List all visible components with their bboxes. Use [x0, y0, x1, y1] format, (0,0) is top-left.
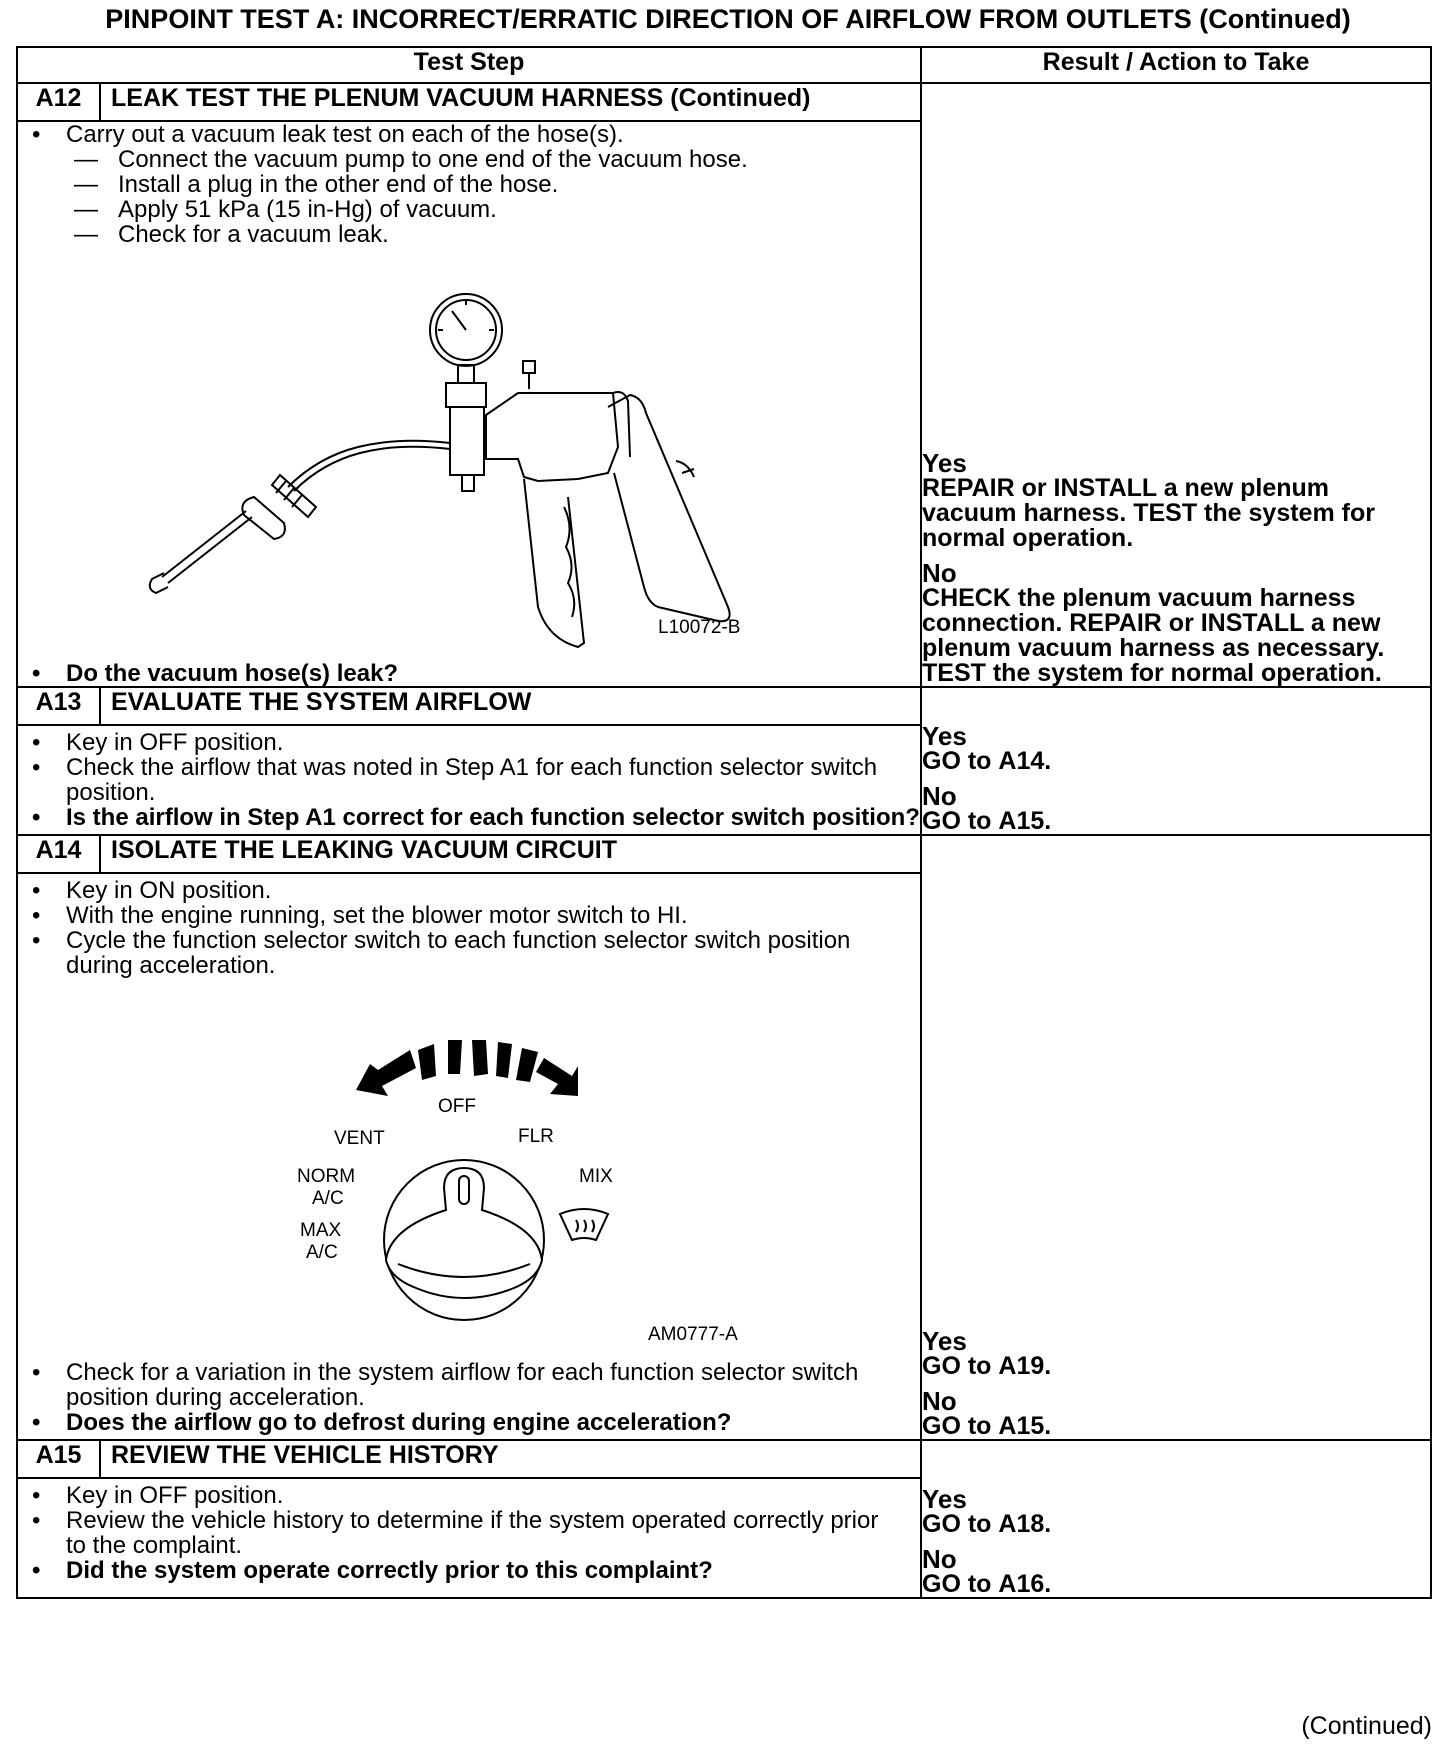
switch-label-vent: VENT — [334, 1128, 385, 1149]
switch-label-norm: NORM — [297, 1166, 356, 1187]
list-item: • Is the airflow in Step A1 correct for each function selector switch position? — [32, 804, 920, 831]
vacuum-pump-figure — [18, 247, 920, 661]
function-selector-illustration — [18, 978, 818, 1360]
switch-label-flr: FLR — [518, 1126, 554, 1147]
yes-action: GO to A14. — [922, 747, 1052, 775]
header-test-step: Test Step — [17, 47, 921, 83]
list-item: • Check the airflow that was noted in Step A1 for each function selector switch position. — [32, 754, 878, 806]
yes-action: GO to A19. — [922, 1352, 1052, 1380]
continued-note: (Continued) — [1301, 1712, 1432, 1740]
step-a12-result — [921, 83, 1431, 687]
list-item: — Check for a vacuum leak. — [74, 221, 389, 248]
list-item: • With the engine running, set the blower motor switch to HI. — [32, 902, 688, 929]
switch-label-off: OFF — [438, 1096, 476, 1117]
step-a12-body — [17, 121, 921, 687]
step-a14-result — [921, 835, 1431, 1440]
step-a15-header — [17, 1440, 1431, 1478]
function-selector-figure — [18, 978, 920, 1360]
list-item: • Cycle the function selector switch to each function selector switch position during acceleration. — [32, 927, 851, 979]
step-title: EVALUATE THE SYSTEM AIRFLOW — [100, 687, 921, 725]
list-item: • Review the vehicle history to determine if the system operated correctly prior to the complaint. — [32, 1507, 879, 1559]
step-a15-result — [921, 1440, 1431, 1598]
switch-label-mix: MIX — [579, 1166, 613, 1187]
step-a13-header — [17, 687, 1431, 725]
table-header-row — [17, 47, 1431, 83]
step-number: A15 — [17, 1440, 100, 1478]
yes-action: REPAIR or INSTALL a new plenum vacuum harness. TEST the system for normal operation. — [922, 474, 1375, 552]
step-a14-header — [17, 835, 1431, 873]
switch-label-max-ac: A/C — [306, 1242, 338, 1263]
step-title: ISOLATE THE LEAKING VACUUM CIRCUIT — [100, 835, 921, 873]
yes-label: Yes — [922, 721, 967, 751]
no-label: No — [922, 558, 957, 588]
step-number: A12 — [17, 83, 100, 121]
step-title: REVIEW THE VEHICLE HISTORY — [100, 1440, 921, 1478]
yes-label: Yes — [922, 1484, 967, 1514]
list-item: • Does the airflow go to defrost during engine acceleration? — [32, 1409, 732, 1436]
no-action: GO to A16. — [922, 1570, 1052, 1598]
list-item: — Apply 51 kPa (15 in-Hg) of vacuum. — [74, 196, 497, 223]
step-number: A13 — [17, 687, 100, 725]
pinpoint-test-table — [16, 46, 1432, 1599]
list-item: • Key in OFF position. — [32, 1482, 284, 1509]
list-item: • Key in ON position. — [32, 877, 272, 904]
yes-action: GO to A18. — [922, 1510, 1052, 1538]
list-item: • Did the system operate correctly prior to this complaint? — [32, 1557, 713, 1584]
yes-label: Yes — [922, 448, 967, 478]
step-a14-body — [17, 873, 921, 1440]
switch-label-norm-ac: A/C — [312, 1188, 344, 1209]
step-a13-body — [17, 725, 921, 835]
step-a13-result — [921, 687, 1431, 835]
header-result: Result / Action to Take — [921, 47, 1431, 83]
yes-label: Yes — [922, 1326, 967, 1356]
step-a15-body — [17, 1478, 921, 1598]
vacuum-pump-illustration — [18, 247, 818, 661]
list-item: • Carry out a vacuum leak test on each of the hose(s). — [32, 121, 624, 148]
no-action: CHECK the plenum vacuum harness connection. REPAIR or INSTALL a new plenum vacuum harness as necessary. TEST the system for normal operation. — [922, 584, 1385, 687]
list-item: — Connect the vacuum pump to one end of the vacuum hose. — [74, 146, 748, 173]
list-item: • Key in OFF position. — [32, 729, 284, 756]
no-action: GO to A15. — [922, 807, 1052, 835]
figure-id: L10072-B — [658, 617, 741, 638]
list-item: — Install a plug in the other end of the hose. — [74, 171, 559, 198]
figure-id: AM0777-A — [648, 1324, 738, 1345]
no-action: GO to A15. — [922, 1412, 1052, 1440]
no-label: No — [922, 1386, 957, 1416]
list-item: • Do the vacuum hose(s) leak? — [32, 660, 399, 687]
step-title: LEAK TEST THE PLENUM VACUUM HARNESS (Continued) — [100, 83, 921, 121]
step-a12-header — [17, 83, 1431, 121]
list-item: • Check for a variation in the system airflow for each function selector switch position during acceleration. — [32, 1359, 859, 1411]
no-label: No — [922, 1544, 957, 1574]
step-number: A14 — [17, 835, 100, 873]
no-label: No — [922, 781, 957, 811]
page-title: PINPOINT TEST A: INCORRECT/ERRATIC DIRECTION OF AIRFLOW FROM OUTLETS (Continued) — [105, 4, 1351, 34]
switch-label-max: MAX — [300, 1220, 342, 1241]
